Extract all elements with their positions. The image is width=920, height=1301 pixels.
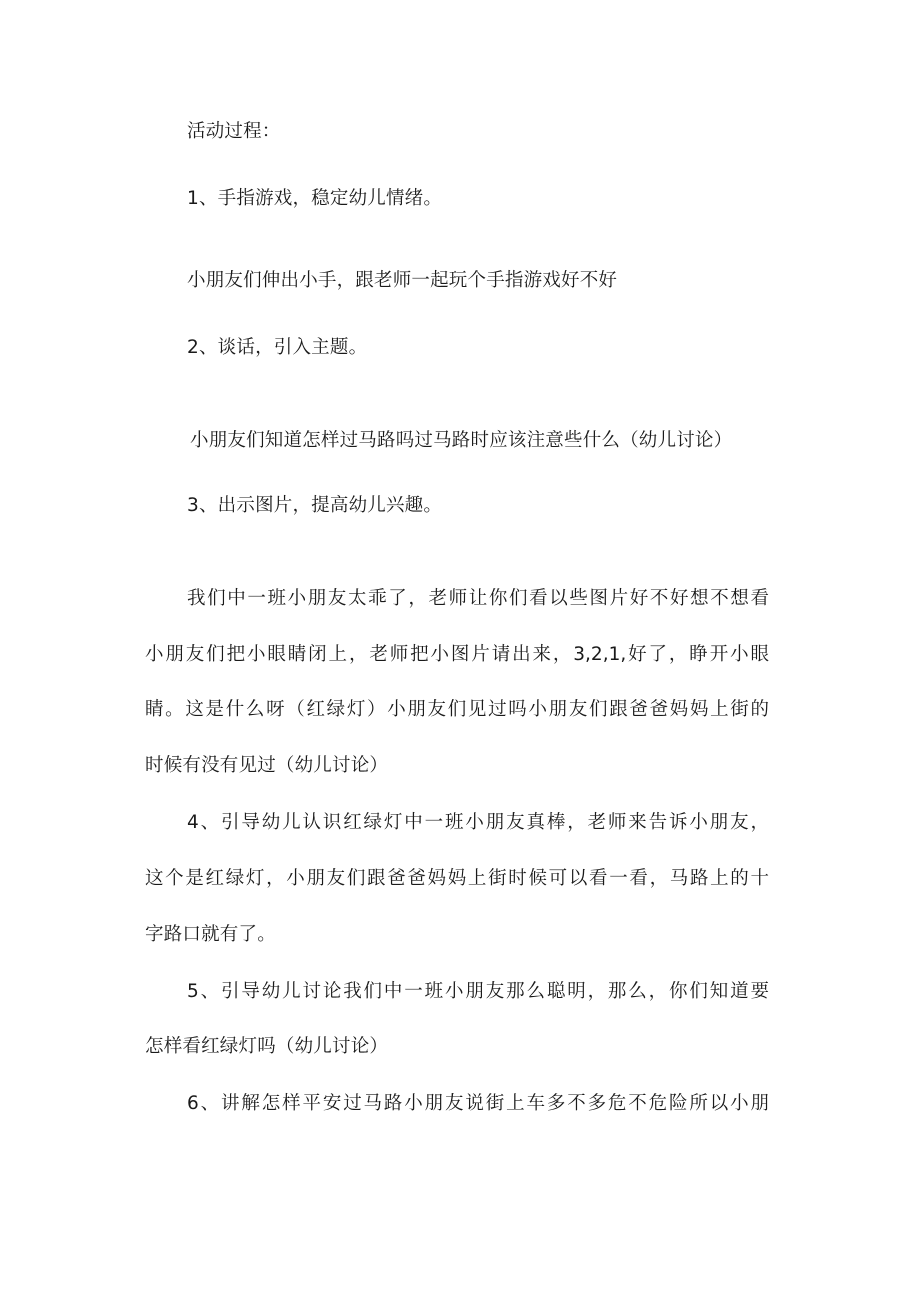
step-4-line-1: 4、引导幼儿认识红绿灯中一班小朋友真棒，老师来告诉小朋友， [187, 812, 769, 833]
step-3-line-3: 睛。这是什么呀（红绿灯）小朋友们见过吗小朋友们跟爸爸妈妈上街的 [145, 699, 769, 720]
step-4-line-2: 这个是红绿灯，小朋友们跟爸爸妈妈上街时候可以看一看，马路上的十 [145, 868, 769, 889]
step-3-line-1: 我们中一班小朋友太乖了，老师让你们看以些图片好不好想不想看 [187, 588, 769, 609]
step-2-title: 2、谈话，引入主题。 [187, 337, 368, 358]
step-2-text: 小朋友们知道怎样过马路吗过马路时应该注意些什么（幼儿讨论） [190, 430, 733, 451]
step-5-line-1: 5、引导幼儿讨论我们中一班小朋友那么聪明，那么，你们知道要 [187, 981, 769, 1002]
step-3-title: 3、出示图片，提高幼儿兴趣。 [187, 495, 443, 516]
step-4-line-3: 字路口就有了。 [145, 924, 276, 945]
step-1-text: 小朋友们伸出小手，跟老师一起玩个手指游戏好不好 [187, 270, 618, 291]
step-6-line-1: 6、讲解怎样平安过马路小朋友说街上车多不多危不危险所以小朋 [187, 1093, 769, 1114]
step-3-line-2: 小朋友们把小眼睛闭上，老师把小图片请出来，3,2,1,好了，睁开小眼 [145, 644, 769, 665]
step-5-line-2: 怎样看红绿灯吗（幼儿讨论） [145, 1036, 389, 1057]
section-heading: 活动过程： [187, 121, 281, 142]
step-3-line-4: 时候有没有见过（幼儿讨论） [145, 755, 389, 776]
step-1-title: 1、手指游戏，稳定幼儿情绪。 [187, 188, 443, 209]
